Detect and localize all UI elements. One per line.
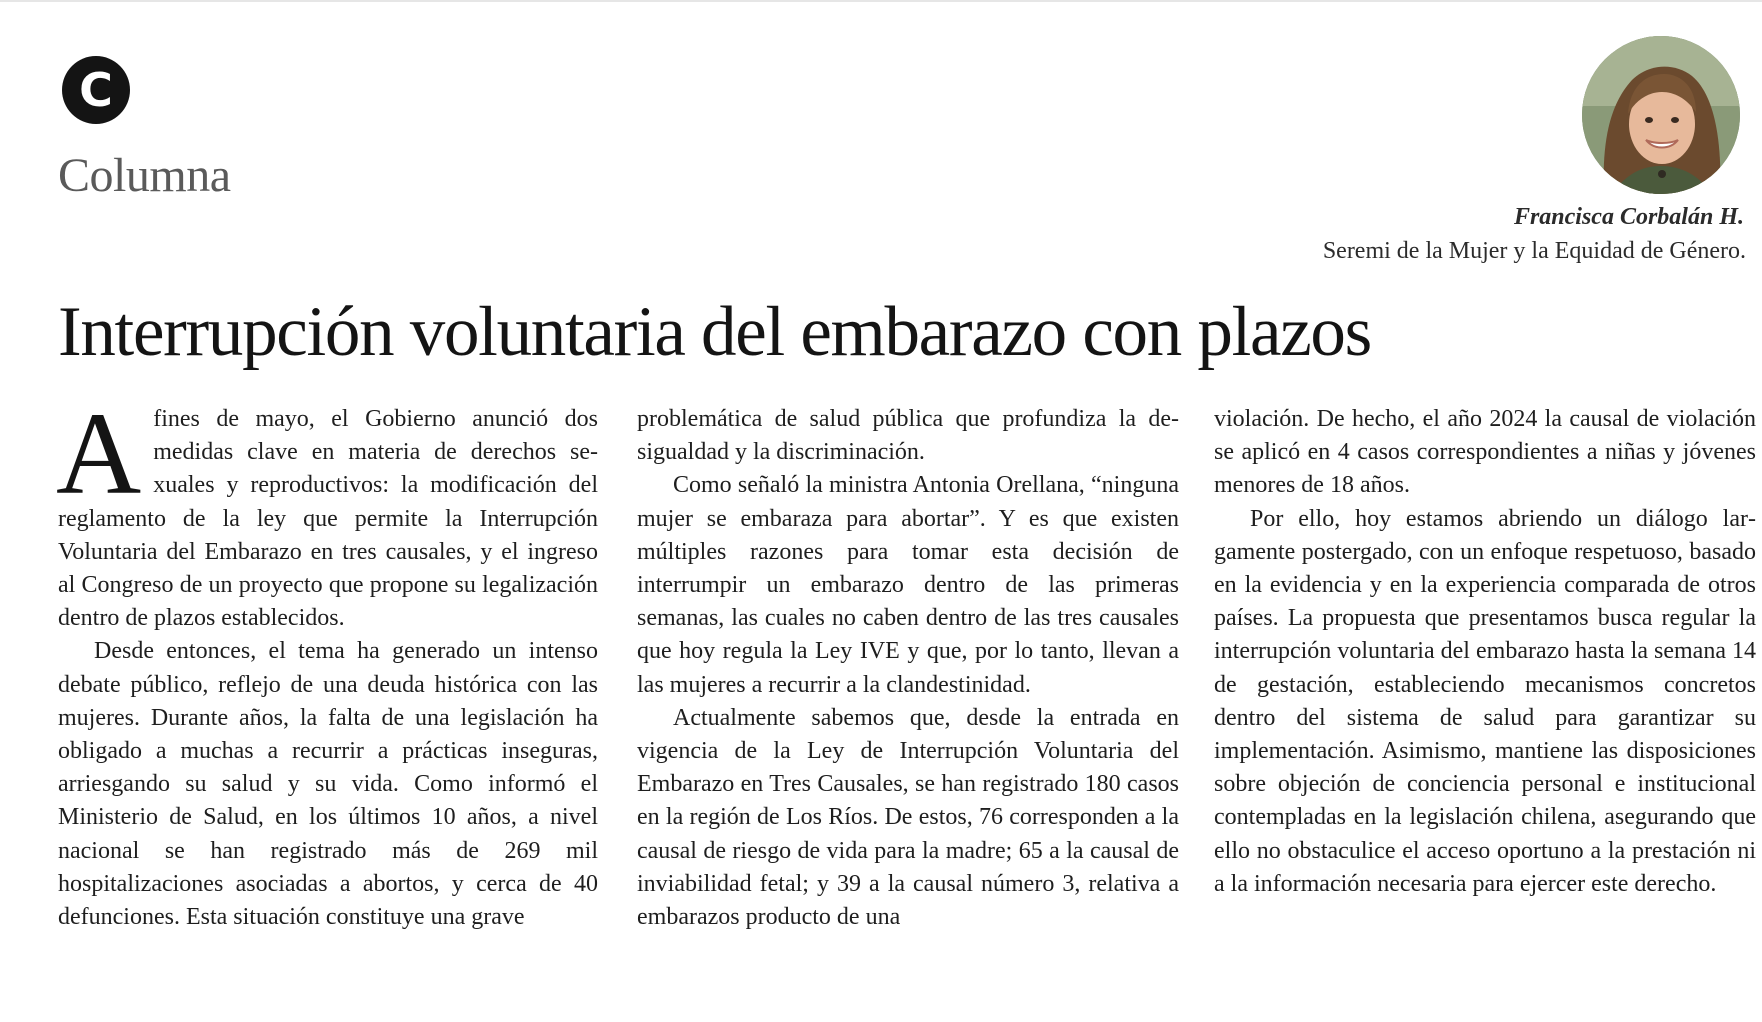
author-role: Seremi de la Mujer y la Equidad de Género. — [1322, 238, 1746, 264]
author-portrait-illustration — [1582, 36, 1740, 194]
paragraph-4-continued: violación. De hecho, el año 2024 la causal de violación se aplicó en 4 casos correspondientes a niñas y jóvenes menores de 18 años. — [1214, 406, 1756, 499]
columna-logo: C — [62, 56, 130, 124]
author-photo — [1582, 36, 1740, 194]
section-label: Columna — [58, 149, 231, 202]
drop-cap: A — [56, 388, 142, 519]
article-column-1 — [56, 388, 598, 934]
paragraph-2: Desde entonces, el tema ha generado un intenso debate público, reflejo de una deuda histórica con las mujeres. Durante años, la falta de una legislación ha obligado a muchas a recurrir a prácticas inseguras, arriesgando su salud y su vida. Como informó el Ministerio de Salud, en los últimos 10 años, a nivel nacional se han registrado más de 269 mil hospitalizaciones asociadas a abortos, y cerca de 40 defunciones. Esta situación constituye una grave — [58, 638, 598, 931]
paragraph-5: Por ello, hoy estamos abriendo un diálogo largamente postergado, con un enfoque respetuoso, basado en la evidencia y en la experiencia comparada de otros países. La propuesta que presentamos busca regular la interrupción voluntaria del embarazo hasta la semana 14 de gestación, estableciendo mecanismos concretos dentro del sistema de salud para garantizar su implementación. Asimismo, mantiene las disposiciones sobre objeción de conciencia personal e institucional contempladas en la legislación chilena, asegurando que ello no obstaculice el acceso oportuno a la prestación ni a la información necesaria para ejercer este derecho. — [1214, 505, 1756, 897]
paragraph-4: Actualmente sabemos que, desde la entrada en vigencia de la Ley de Interrupción Voluntaria del Embarazo en Tres Causales, se han registrado 180 casos en la región de Los Ríos. De estos, 76 corresponden a la causal de riesgo de vida para la madre; 65 a la causal de inviabilidad fetal; y 39 a la causal número 3, relativa a embarazos producto de una — [637, 704, 1179, 931]
paragraph-2-continued: problemática de salud pública que profundiza la desigualdad y la discriminación. — [637, 406, 1179, 466]
paragraph-3: Como señaló la ministra Antonia Orellana, “ninguna mujer se embaraza para abortar”. Y es que existen múltiples razones para tomar esta decisión de interrumpir un embarazo dentro de las primeras semanas, las cuales no caben dentro de las tres causales que hoy regula la Ley IVE y que, por lo tanto, llevan a las mujeres a recurrir a la clandestinidad. — [637, 472, 1179, 698]
article-column-3 — [1214, 403, 1756, 901]
headline: Interrupción voluntaria del embarazo con plazos — [58, 293, 1371, 371]
paragraph-1-text: fines de mayo, el Gobierno anunció dos medidas clave en materia de derechos sexuales y reproductivos: la modificación del reglamento de la ley que permite la Interrupción Voluntaria del Embarazo en tres causales, y el ingreso al Congreso de un proyecto que propone su legalización dentro de plazos establecidos. — [58, 406, 598, 632]
paragraph-1 — [56, 388, 598, 635]
author-name: Francisca Corbalán H. — [1513, 204, 1744, 230]
top-rule — [0, 0, 1762, 2]
article-column-2 — [637, 403, 1179, 934]
